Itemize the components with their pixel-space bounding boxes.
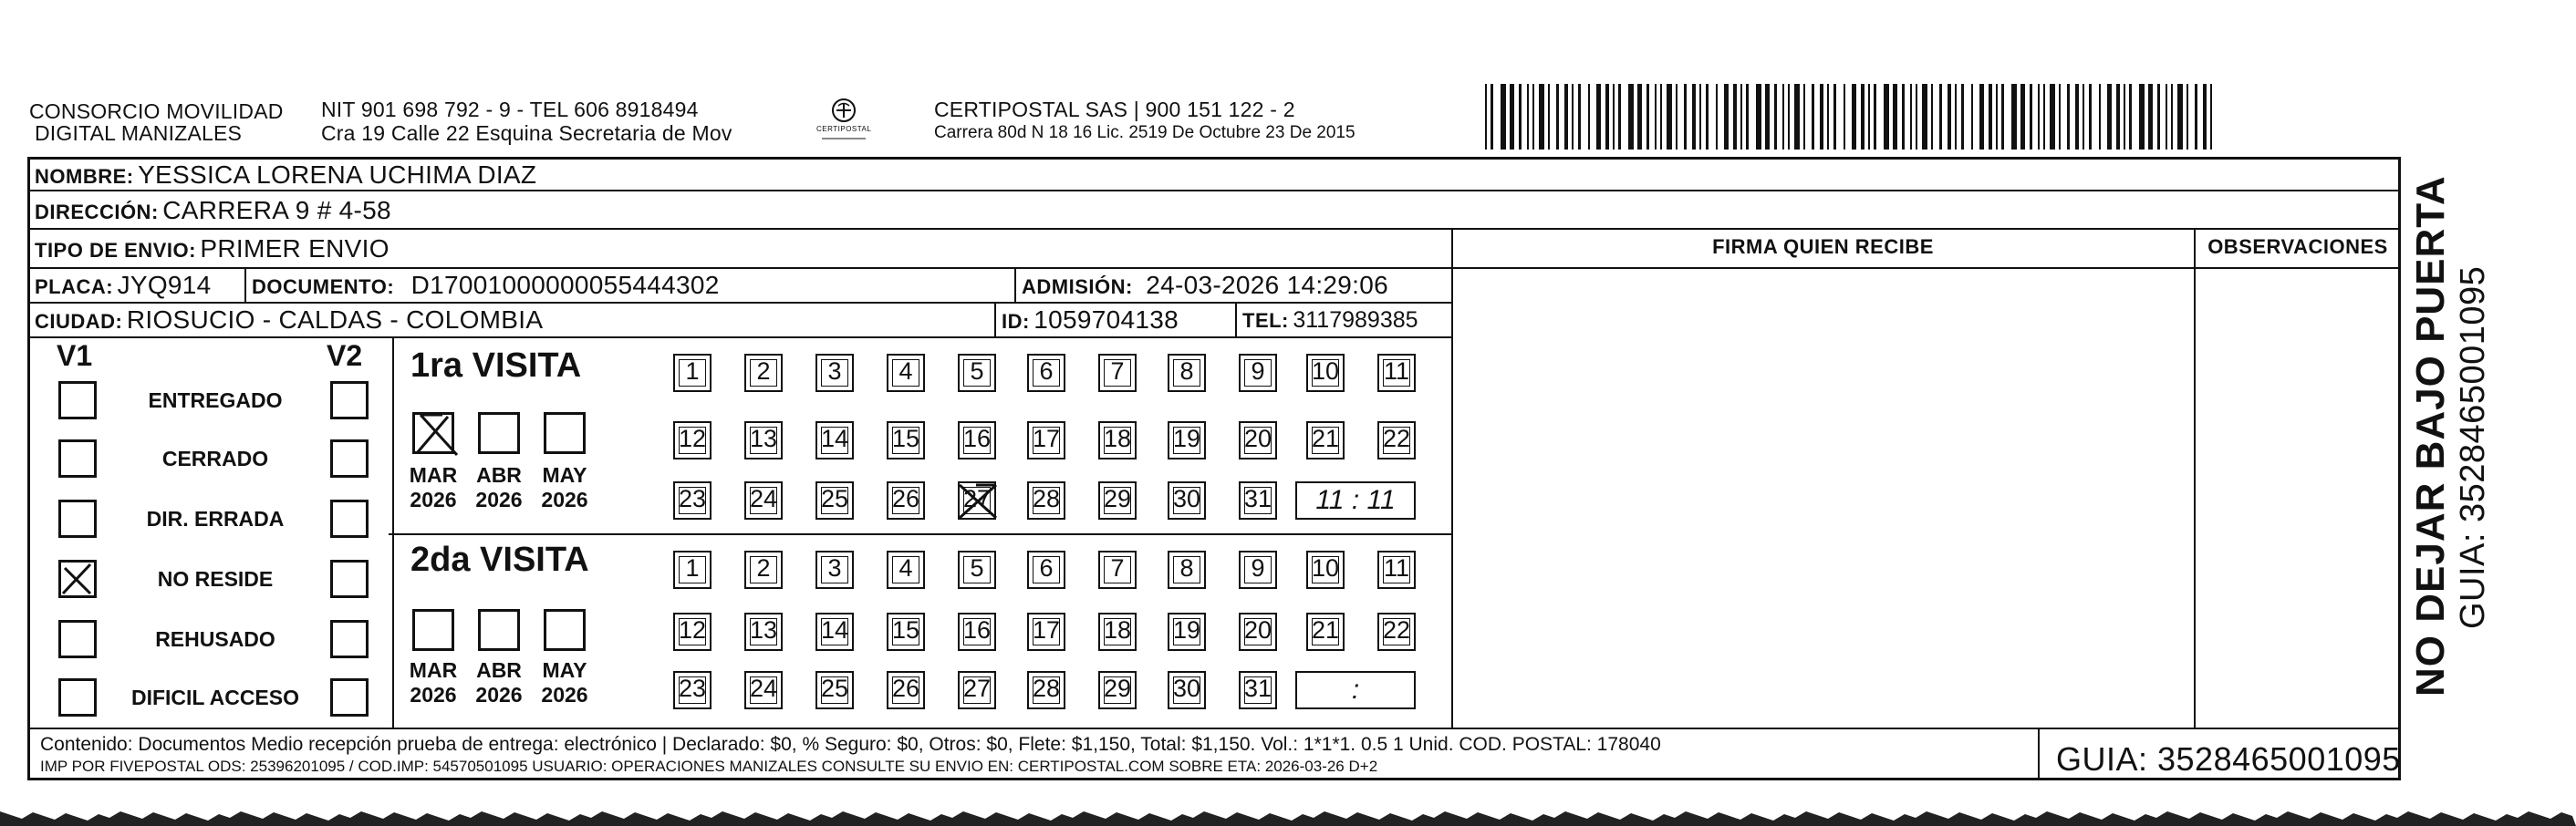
first-visit-month-box-may[interactable] — [544, 412, 586, 454]
v2-checkbox-dificil-acceso[interactable] — [330, 678, 369, 717]
second-visit-day-23[interactable]: 23 — [673, 671, 712, 709]
id-value: 1059704138 — [1034, 305, 1179, 334]
second-visit-title: 2da VISITA — [410, 541, 589, 579]
status-label-dificil-acceso: DIFICIL ACCESO — [130, 686, 299, 709]
tel-value: 3117989385 — [1293, 307, 1418, 333]
second-visit-day-22[interactable]: 22 — [1377, 613, 1416, 651]
torn-edge — [0, 804, 2576, 826]
second-visit-day-1[interactable]: 1 — [673, 551, 712, 589]
second-visit-time-box[interactable]: : — [1295, 671, 1416, 709]
company-name-line2: DIGITAL MANIZALES — [35, 121, 243, 145]
ciudad-label: CIUDAD: — [35, 310, 123, 333]
tipo-envio-value: PRIMER ENVIO — [200, 234, 390, 263]
second-visit-day-8[interactable]: 8 — [1168, 551, 1206, 589]
first-visit-day-3[interactable]: 3 — [815, 354, 854, 392]
first-visit-day-12[interactable]: 12 — [673, 421, 712, 459]
status-label-no-reside: NO RESIDE — [157, 567, 274, 591]
first-visit-day-22[interactable]: 22 — [1377, 421, 1416, 459]
second-visit-day-4[interactable]: 4 — [887, 551, 925, 589]
documento-value: D17001000000055444302 — [410, 271, 720, 299]
v1-checkbox-dir-errada[interactable] — [58, 500, 97, 538]
ciudad-row — [35, 305, 543, 335]
first-visit-day-14[interactable]: 14 — [815, 421, 854, 459]
first-visit-time-box[interactable]: 11 : 11 — [1295, 481, 1416, 520]
first-visit-day-5[interactable]: 5 — [958, 354, 996, 392]
direccion-row — [35, 196, 391, 225]
first-visit-day-13[interactable]: 13 — [744, 421, 783, 459]
second-visit-day-16[interactable]: 16 — [958, 613, 996, 651]
barcode — [1485, 84, 2222, 150]
nit-line: NIT 901 698 792 - 9 - TEL 606 8918494 — [321, 98, 699, 121]
second-visit-day-15[interactable]: 15 — [887, 613, 925, 651]
first-visit-day-1[interactable]: 1 — [673, 354, 712, 392]
company-name-line1: CONSORCIO MOVILIDAD — [29, 99, 284, 123]
second-visit-month-label-may: MAY 2026 — [541, 658, 588, 707]
second-visit-month-box-abr[interactable] — [478, 609, 520, 651]
admision-value: 24-03-2026 14:29:06 — [1146, 271, 1388, 299]
second-visit-day-28[interactable]: 28 — [1027, 671, 1065, 709]
second-visit-day-3[interactable]: 3 — [815, 551, 854, 589]
second-visit-day-13[interactable]: 13 — [744, 613, 783, 651]
v1-checkbox-no-reside[interactable] — [58, 560, 97, 598]
placa-label: PLACA: — [35, 275, 114, 298]
first-visit-day-29[interactable]: 29 — [1098, 481, 1137, 520]
first-visit-day-7[interactable]: 7 — [1098, 354, 1137, 392]
second-visit-day-6[interactable]: 6 — [1027, 551, 1065, 589]
admision-row — [1022, 271, 1388, 300]
tel-label: TEL: — [1242, 309, 1289, 332]
second-visit-day-9[interactable]: 9 — [1239, 551, 1277, 589]
second-visit-day-31[interactable]: 31 — [1239, 671, 1277, 709]
certipostal-logo — [816, 93, 871, 146]
second-visit-day-17[interactable]: 17 — [1027, 613, 1065, 651]
first-visit-day-19[interactable]: 19 — [1168, 421, 1206, 459]
first-visit-day-17[interactable]: 17 — [1027, 421, 1065, 459]
admision-label: ADMISIÓN: — [1022, 275, 1133, 298]
first-visit-day-20[interactable]: 20 — [1239, 421, 1277, 459]
documento-label: DOCUMENTO: — [252, 275, 395, 298]
v1-checkbox-rehusado[interactable] — [58, 620, 97, 658]
first-visit-month-label-may: MAY 2026 — [541, 463, 588, 511]
documento-row — [252, 271, 720, 300]
v2-header: V2 — [327, 339, 363, 372]
first-visit-day-26[interactable]: 26 — [887, 481, 925, 520]
id-label: ID: — [1002, 310, 1030, 333]
first-visit-day-4[interactable]: 4 — [887, 354, 925, 392]
first-visit-day-11[interactable]: 11 — [1377, 354, 1416, 392]
second-visit-day-21[interactable]: 21 — [1306, 613, 1345, 651]
status-label-rehusado: REHUSADO — [155, 627, 275, 651]
first-visit-day-16[interactable]: 16 — [958, 421, 996, 459]
second-visit-day-14[interactable]: 14 — [815, 613, 854, 651]
second-visit-month-label-abr: ABR 2026 — [475, 658, 523, 707]
second-visit-month-label-mar: MAR 2026 — [409, 658, 458, 707]
v2-checkbox-dir-errada[interactable] — [330, 500, 369, 538]
second-visit-day-12[interactable]: 12 — [673, 613, 712, 651]
second-visit-day-25[interactable]: 25 — [815, 671, 854, 709]
first-visit-month-box-mar[interactable] — [412, 412, 454, 454]
first-visit-day-30[interactable]: 30 — [1168, 481, 1206, 520]
v2-checkbox-no-reside[interactable] — [330, 560, 369, 598]
second-visit-month-box-mar[interactable] — [412, 609, 454, 651]
nombre-value: YESSICA LORENA UCHIMA DIAZ — [138, 160, 537, 189]
footer-print-info: IMP POR FIVEPOSTAL ODS: 25396201095 / COD.IMP: 54570501095 USUARIO: OPERACIONES MANIZALES CONSULTE SU ENVIO EN: CERTIPOSTAL.COM SOBRE ETA: 2026-03-26 D+2 — [40, 758, 1378, 775]
logo-text: CERTIPOSTAL — [816, 125, 872, 133]
second-visit-day-11[interactable]: 11 — [1377, 551, 1416, 589]
nombre-label: NOMBRE: — [35, 165, 134, 188]
v1-header: V1 — [57, 339, 93, 372]
first-visit-day-15[interactable]: 15 — [887, 421, 925, 459]
tel-row — [1242, 307, 1418, 334]
nombre-row — [35, 160, 536, 190]
footer-guia: GUIA: 3528465001095 — [2056, 740, 2401, 778]
first-visit-title: 1ra VISITA — [410, 346, 582, 385]
second-visit-day-19[interactable]: 19 — [1168, 613, 1206, 651]
v2-checkbox-rehusado[interactable] — [330, 620, 369, 658]
second-visit-day-24[interactable]: 24 — [744, 671, 783, 709]
second-visit-day-29[interactable]: 29 — [1098, 671, 1137, 709]
first-visit-day-10[interactable]: 10 — [1306, 354, 1345, 392]
id-row — [1002, 305, 1179, 335]
placa-row — [35, 271, 212, 300]
first-visit-day-18[interactable]: 18 — [1098, 421, 1137, 459]
first-visit-month-label-mar: MAR 2026 — [409, 463, 458, 511]
courier-name: CERTIPOSTAL SAS | 900 151 122 - 2 — [934, 98, 1295, 121]
v1-checkbox-cerrado[interactable] — [58, 439, 97, 478]
no-dejar-warning: NO DEJAR BAJO PUERTA — [2408, 175, 2453, 697]
first-visit-day-9[interactable]: 9 — [1239, 354, 1277, 392]
second-visit-day-2[interactable]: 2 — [744, 551, 783, 589]
second-visit-day-18[interactable]: 18 — [1098, 613, 1137, 651]
first-visit-day-28[interactable]: 28 — [1027, 481, 1065, 520]
v1-checkbox-dificil-acceso[interactable] — [58, 678, 97, 717]
first-visit-day-27[interactable]: 27 — [958, 481, 996, 520]
first-visit-day-2[interactable]: 2 — [744, 354, 783, 392]
first-visit-month-box-abr[interactable] — [478, 412, 520, 454]
v2-checkbox-cerrado[interactable] — [330, 439, 369, 478]
first-visit-month-label-abr: ABR 2026 — [475, 463, 523, 511]
second-visit-day-20[interactable]: 20 — [1239, 613, 1277, 651]
observaciones-header: OBSERVACIONES — [2207, 235, 2388, 258]
v1-checkbox-entregado[interactable] — [58, 381, 97, 419]
second-visit-month-box-may[interactable] — [544, 609, 586, 651]
first-visit-day-31[interactable]: 31 — [1239, 481, 1277, 520]
direccion-label: DIRECCIÓN: — [35, 201, 159, 223]
placa-value: JYQ914 — [117, 271, 212, 299]
status-label-entregado: ENTREGADO — [148, 388, 283, 412]
status-label-cerrado: CERRADO — [161, 447, 269, 470]
second-visit-day-26[interactable]: 26 — [887, 671, 925, 709]
first-visit-day-24[interactable]: 24 — [744, 481, 783, 520]
firma-header: FIRMA QUIEN RECIBE — [1712, 235, 1934, 258]
first-visit-day-6[interactable]: 6 — [1027, 354, 1065, 392]
courier-address: Carrera 80d N 18 16 Lic. 2519 De Octubre 23 De 2015 — [934, 123, 1356, 142]
second-visit-day-30[interactable]: 30 — [1168, 671, 1206, 709]
second-visit-day-5[interactable]: 5 — [958, 551, 996, 589]
footer-content: Contenido: Documentos Medio recepción prueba de entrega: electrónico | Declarado: $0, % Seguro: $0, Otros: $0, Flete: $1,150, Total: $1,150. Vol.: 1*1*1. 0.5 1 Unid. COD. POSTAL: 178040 — [40, 734, 1661, 755]
direccion-value: CARRERA 9 # 4-58 — [162, 196, 391, 224]
ciudad-value: RIOSUCIO - CALDAS - COLOMBIA — [126, 305, 544, 334]
first-visit-day-23[interactable]: 23 — [673, 481, 712, 520]
first-visit-day-25[interactable]: 25 — [815, 481, 854, 520]
tipo-envio-row — [35, 234, 390, 263]
tipo-envio-label: TIPO DE ENVIO: — [35, 239, 196, 262]
second-visit-day-10[interactable]: 10 — [1306, 551, 1345, 589]
second-visit-day-27[interactable]: 27 — [958, 671, 996, 709]
first-visit-day-21[interactable]: 21 — [1306, 421, 1345, 459]
side-guia: GUIA: 3528465001095 — [2454, 265, 2492, 629]
second-visit-day-7[interactable]: 7 — [1098, 551, 1137, 589]
company-address: Cra 19 Calle 22 Esquina Secretaria de Mov — [321, 121, 732, 145]
v2-checkbox-entregado[interactable] — [330, 381, 369, 419]
first-visit-day-8[interactable]: 8 — [1168, 354, 1206, 392]
status-label-dir-errada: DIR. ERRADA — [146, 507, 285, 531]
